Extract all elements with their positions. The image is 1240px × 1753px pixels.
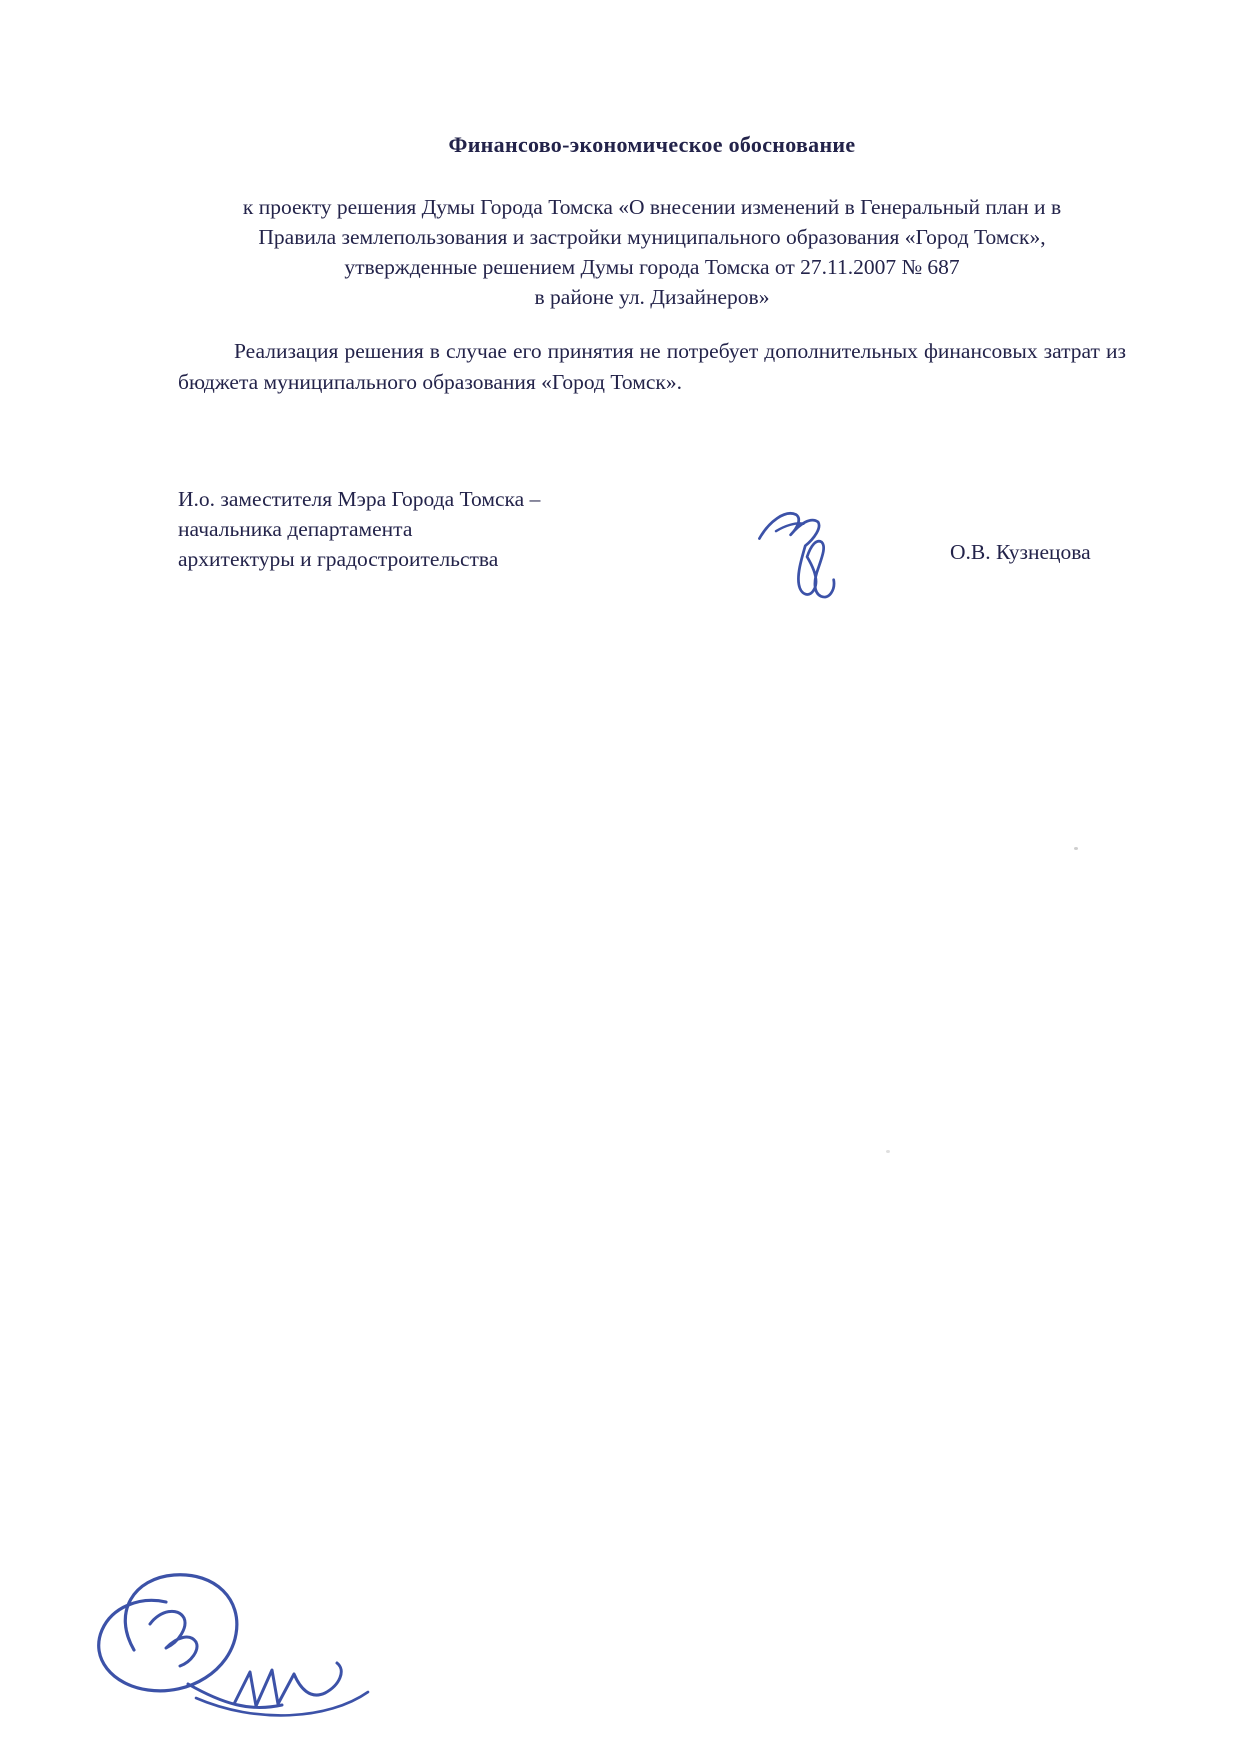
subtitle-line: в районе ул. Дизайнеров»	[534, 285, 770, 309]
document-title: Финансово-экономическое обоснование	[448, 132, 856, 157]
subtitle-line: утвержденные решением Думы города Томска от 27.11.2007 № 687	[344, 255, 960, 279]
body-paragraph: Реализация решения в случае его принятия не потребует дополнительных финансовых затрат из бюджета муниципального образования «Город Томск».	[178, 339, 1126, 394]
scan-speck	[886, 1150, 890, 1153]
subtitle-line: Правила землепользования и застройки муниципального образования «Город Томск»,	[258, 225, 1046, 249]
document-subtitle	[178, 192, 1126, 312]
signature-position-line: начальника департамента	[178, 517, 413, 541]
signature-position-line: архитектуры и градостроительства	[178, 547, 499, 571]
signature-position-block	[178, 484, 540, 574]
subtitle-line: к проекту решения Думы Города Томска «О внесении изменений в Генеральный план и в	[242, 195, 1062, 219]
handwritten-signature-icon	[748, 500, 868, 610]
signer-name: О.В. Кузнецова	[950, 540, 1091, 564]
handwritten-signature-large-icon	[38, 1552, 388, 1747]
scan-speck	[1074, 847, 1078, 850]
signature-position-line: И.о. заместителя Мэра Города Томска –	[178, 487, 541, 511]
